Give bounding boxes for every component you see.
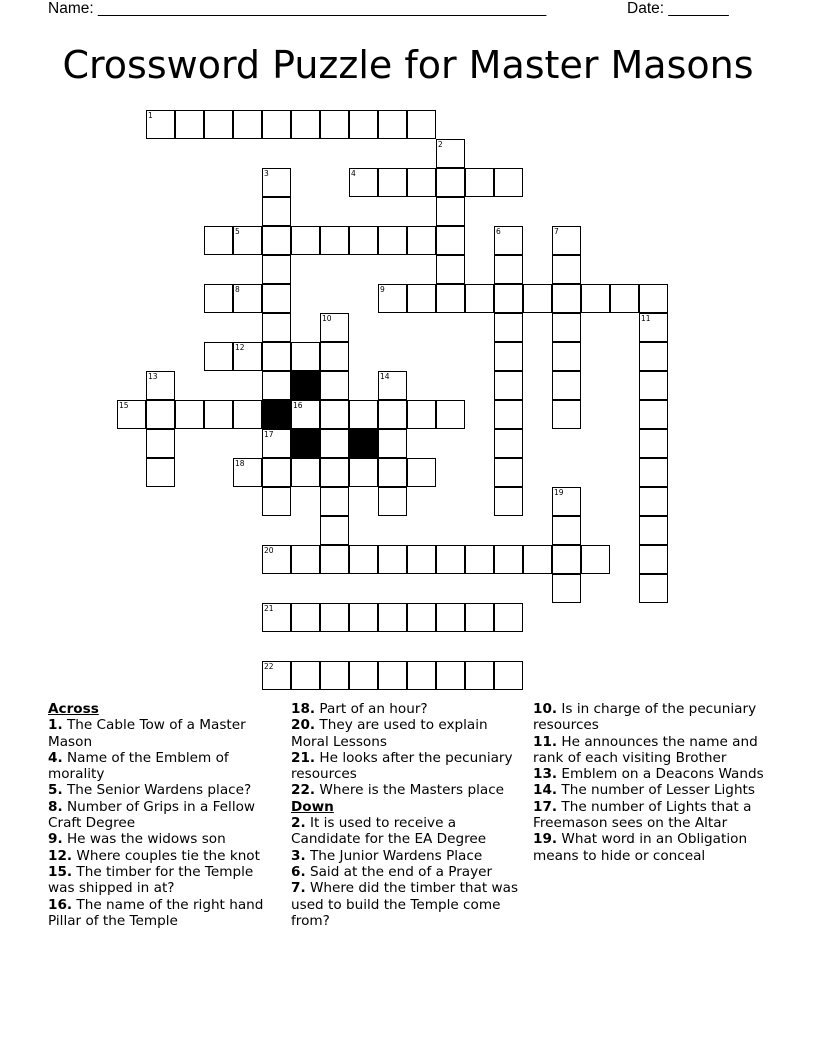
grid-cell[interactable]: [436, 545, 465, 574]
grid-cell[interactable]: [349, 110, 378, 139]
clue-number: 7: [554, 227, 559, 236]
grid-cell[interactable]: [494, 371, 523, 400]
grid-cell[interactable]: [639, 400, 668, 429]
grid-cell[interactable]: [262, 603, 291, 632]
grid-cell[interactable]: [639, 342, 668, 371]
grid-cell[interactable]: [291, 545, 320, 574]
black-square: [349, 429, 378, 458]
grid-cell[interactable]: [494, 429, 523, 458]
grid-cell[interactable]: [552, 400, 581, 429]
grid-cell[interactable]: [552, 545, 581, 574]
grid-cell[interactable]: [639, 516, 668, 545]
grid-cell[interactable]: [262, 458, 291, 487]
grid-cell[interactable]: [436, 255, 465, 284]
grid-cell[interactable]: [349, 168, 378, 197]
grid-cell[interactable]: [378, 400, 407, 429]
clue-down-7: 7. Where did the timber that was used to build the Temple come from?: [291, 880, 519, 929]
clue-across-20: 20. They are used to explain Moral Lessons: [291, 717, 488, 750]
grid-cell[interactable]: [436, 197, 465, 226]
grid-cell[interactable]: [320, 516, 349, 545]
grid-cell[interactable]: [494, 226, 523, 255]
clue-number: 11: [641, 314, 651, 323]
grid-cell[interactable]: [407, 458, 436, 487]
clue-number: 8: [235, 285, 240, 294]
grid-cell[interactable]: [291, 603, 320, 632]
grid-cell[interactable]: [175, 400, 204, 429]
clue-across-1: 1. The Cable Tow of a Master Mason: [48, 717, 246, 750]
grid-cell[interactable]: [349, 226, 378, 255]
grid-cell[interactable]: [465, 284, 494, 313]
clue-down-11: 11. He announces the name and rank of each visiting Brother: [533, 733, 758, 766]
grid-cell[interactable]: [146, 110, 175, 139]
grid-cell[interactable]: [494, 487, 523, 516]
grid-cell[interactable]: [494, 545, 523, 574]
clues-column-2: [291, 701, 523, 929]
grid-cell[interactable]: [291, 226, 320, 255]
grid-cell[interactable]: [639, 574, 668, 603]
grid-cell[interactable]: [407, 400, 436, 429]
grid-cell[interactable]: [291, 458, 320, 487]
grid-cell[interactable]: [262, 342, 291, 371]
grid-cell[interactable]: [494, 284, 523, 313]
grid-cell[interactable]: [378, 487, 407, 516]
clue-across-15: 15. The timber for the Temple was shipped in at?: [48, 863, 254, 897]
grid-cell[interactable]: [494, 458, 523, 487]
clue-number: 13: [148, 372, 158, 381]
grid-cell[interactable]: [233, 284, 262, 313]
clue-number: 4: [351, 169, 356, 178]
grid-cell[interactable]: [262, 313, 291, 342]
clue-down-19: 19. What word in an Obligation means to hide or conceal: [533, 831, 748, 864]
grid-cell[interactable]: [610, 284, 639, 313]
grid-cell[interactable]: [146, 458, 175, 487]
grid-cell[interactable]: [378, 603, 407, 632]
name-line[interactable]: ____________________________________________________: [97, 0, 547, 17]
clue-number: 15: [119, 401, 129, 410]
grid-cell[interactable]: [436, 400, 465, 429]
grid-cell[interactable]: [639, 429, 668, 458]
grid-cell[interactable]: [552, 284, 581, 313]
clue-down-10: 10. Is in charge of the pecuniary resources: [533, 701, 757, 734]
black-square: [291, 429, 320, 458]
grid-cell[interactable]: [581, 284, 610, 313]
grid-cell[interactable]: [639, 313, 668, 342]
grid-cell[interactable]: [291, 400, 320, 429]
grid-cell[interactable]: [465, 168, 494, 197]
across-heading: Across: [48, 701, 99, 717]
grid-cell[interactable]: [262, 168, 291, 197]
grid-cell[interactable]: [262, 429, 291, 458]
clue-number: 22: [264, 662, 274, 671]
grid-cell[interactable]: [494, 342, 523, 371]
clue-number: 20: [264, 546, 274, 555]
date-label: Date:: [627, 0, 665, 17]
grid-cell[interactable]: [233, 110, 262, 139]
clue-number: 12: [235, 343, 245, 352]
grid-cell[interactable]: [407, 603, 436, 632]
grid-cell[interactable]: [552, 487, 581, 516]
grid-cell[interactable]: [262, 226, 291, 255]
grid-cell[interactable]: [378, 226, 407, 255]
grid-cell[interactable]: [262, 545, 291, 574]
grid-cell[interactable]: [407, 226, 436, 255]
clue-number: 10: [322, 314, 332, 323]
grid-cell[interactable]: [639, 284, 668, 313]
grid-cell[interactable]: [320, 661, 349, 690]
clue-across-5: 5. The Senior Wardens place?: [48, 782, 252, 799]
clue-number: 17: [264, 430, 274, 439]
clue-number: 18: [235, 459, 245, 468]
clue-across-8: 8. Number of Grips in a Fellow Craft Degree: [48, 798, 256, 832]
grid-cell[interactable]: [407, 110, 436, 139]
grid-cell[interactable]: [639, 458, 668, 487]
grid-cell[interactable]: [349, 458, 378, 487]
grid-cell[interactable]: [262, 371, 291, 400]
grid-cell[interactable]: [146, 371, 175, 400]
grid-cell[interactable]: [233, 342, 262, 371]
grid-cell[interactable]: [552, 226, 581, 255]
clue-down-17: 17. The number of Lights that a Freemason sees on the Altar: [533, 798, 752, 832]
grid-cell[interactable]: [233, 400, 262, 429]
grid-cell[interactable]: [494, 661, 523, 690]
grid-cell[interactable]: [436, 284, 465, 313]
grid-cell[interactable]: [204, 342, 233, 371]
clues-column-3: [533, 701, 765, 864]
grid-cell[interactable]: [552, 313, 581, 342]
grid-cell[interactable]: [378, 371, 407, 400]
clue-number: 14: [380, 372, 390, 381]
clue-number: 19: [554, 488, 564, 497]
clue-number: 9: [380, 285, 385, 294]
grid-cell[interactable]: [378, 458, 407, 487]
grid-cell[interactable]: [262, 197, 291, 226]
clue-number: 16: [293, 401, 303, 410]
clues-column-1: [48, 701, 278, 929]
clue-across-4: 4. Name of the Emblem of morality: [48, 749, 229, 783]
grid-cell[interactable]: [320, 400, 349, 429]
grid-cell[interactable]: [204, 284, 233, 313]
grid-cell[interactable]: [262, 284, 291, 313]
grid-cell[interactable]: [581, 545, 610, 574]
grid-cell[interactable]: [465, 545, 494, 574]
grid-cell[interactable]: [436, 168, 465, 197]
grid-cell[interactable]: [291, 342, 320, 371]
grid-cell[interactable]: [552, 516, 581, 545]
grid-cell[interactable]: [378, 168, 407, 197]
clue-across-22: 22. Where is the Masters place: [291, 782, 505, 799]
grid-cell[interactable]: [407, 168, 436, 197]
grid-cell[interactable]: [320, 603, 349, 632]
grid-cell[interactable]: [378, 284, 407, 313]
clue-number: 2: [438, 140, 443, 149]
grid-cell[interactable]: [175, 110, 204, 139]
grid-cell[interactable]: [494, 168, 523, 197]
grid-cell[interactable]: [262, 255, 291, 284]
grid-cell[interactable]: [378, 661, 407, 690]
grid-cell[interactable]: [320, 110, 349, 139]
clue-across-21: 21. He looks after the pecuniary resources: [291, 749, 513, 783]
grid-cell[interactable]: [262, 661, 291, 690]
clue-across-12: 12. Where couples tie the knot: [48, 847, 260, 864]
grid-cell[interactable]: [552, 574, 581, 603]
grid-cell[interactable]: [349, 661, 378, 690]
grid-cell[interactable]: [639, 371, 668, 400]
grid-cell[interactable]: [117, 400, 146, 429]
grid-cell[interactable]: [320, 487, 349, 516]
grid-cell[interactable]: [465, 603, 494, 632]
grid-cell[interactable]: [320, 545, 349, 574]
clue-number: 3: [264, 169, 269, 178]
grid-cell[interactable]: [407, 661, 436, 690]
clue-number: 1: [148, 111, 153, 120]
clue-number: 6: [496, 227, 501, 236]
black-square: [291, 371, 320, 400]
grid-cell[interactable]: [320, 313, 349, 342]
clue-down-14: 14. The number of Lesser Lights: [533, 782, 755, 799]
grid-cell[interactable]: [320, 342, 349, 371]
grid-cell[interactable]: [436, 226, 465, 255]
down-heading: Down: [291, 798, 334, 815]
grid-cell[interactable]: [494, 313, 523, 342]
clue-number: 21: [264, 604, 274, 613]
grid-cell[interactable]: [291, 110, 320, 139]
grid-cell[interactable]: [204, 226, 233, 255]
grid-cell[interactable]: [407, 284, 436, 313]
grid-cell[interactable]: [639, 487, 668, 516]
clue-across-18: 18. Part of an hour?: [291, 701, 428, 717]
grid-cell[interactable]: [378, 429, 407, 458]
grid-cell[interactable]: [233, 226, 262, 255]
grid-cell[interactable]: [320, 429, 349, 458]
name-label: Name:: [48, 0, 94, 17]
grid-cell[interactable]: [320, 226, 349, 255]
grid-cell[interactable]: [378, 545, 407, 574]
clue-down-6: 6. Said at the end of a Prayer: [291, 863, 493, 880]
grid-cell[interactable]: [262, 110, 291, 139]
grid-cell[interactable]: [233, 458, 262, 487]
grid-cell[interactable]: [349, 545, 378, 574]
grid-cell[interactable]: [407, 545, 436, 574]
grid-cell[interactable]: [552, 371, 581, 400]
date-line[interactable]: _______: [668, 0, 729, 17]
grid-cell[interactable]: [465, 661, 494, 690]
grid-cell[interactable]: [436, 139, 465, 168]
grid-cell[interactable]: [523, 545, 552, 574]
clue-across-16: 16. The name of the right hand Pillar of the Temple: [48, 896, 264, 929]
grid-cell[interactable]: [436, 661, 465, 690]
clue-down-13: 13. Emblem on a Deacons Wands: [533, 766, 764, 783]
grid-cell[interactable]: [378, 110, 407, 139]
grid-cell[interactable]: [552, 255, 581, 284]
grid-cell[interactable]: [436, 603, 465, 632]
grid-cell[interactable]: [320, 371, 349, 400]
grid-cell[interactable]: [494, 255, 523, 284]
grid-cell[interactable]: [523, 284, 552, 313]
clue-across-9: 9. He was the widows son: [48, 831, 226, 848]
grid-cell[interactable]: [146, 429, 175, 458]
grid-cell[interactable]: [204, 400, 233, 429]
grid-cell[interactable]: [552, 342, 581, 371]
grid-cell[interactable]: [320, 458, 349, 487]
grid-cell[interactable]: [349, 400, 378, 429]
grid-cell[interactable]: [262, 487, 291, 516]
grid-cell[interactable]: [204, 110, 233, 139]
clue-down-2: 2. It is used to receive a Candidate for the EA Degree: [291, 815, 487, 848]
clue-down-3: 3. The Junior Wardens Place: [291, 847, 483, 864]
grid-cell[interactable]: [494, 603, 523, 632]
page-title: Crossword Puzzle for Master Masons: [62, 43, 754, 87]
grid-cell[interactable]: [639, 545, 668, 574]
black-square: [262, 400, 291, 429]
grid-cell[interactable]: [349, 603, 378, 632]
grid-cell[interactable]: [146, 400, 175, 429]
grid-cell[interactable]: [494, 400, 523, 429]
clue-number: 5: [235, 227, 240, 236]
grid-cell[interactable]: [291, 661, 320, 690]
